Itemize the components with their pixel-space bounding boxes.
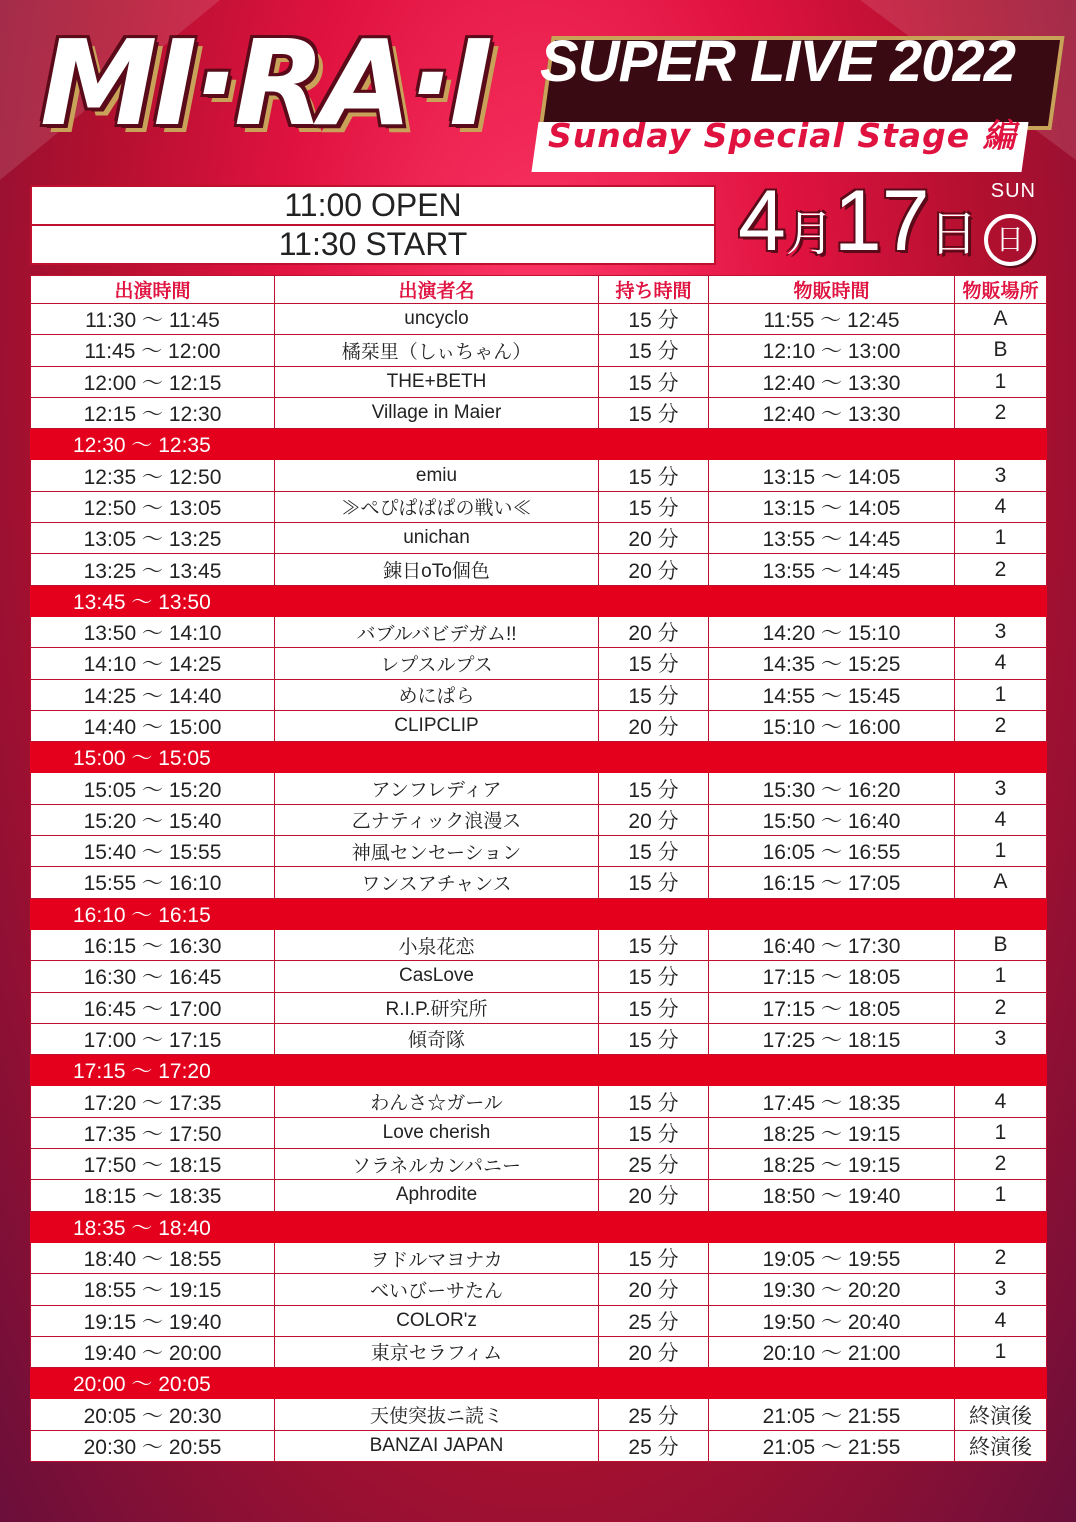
break-row (31, 585, 1047, 616)
performance-time: 11:30 ～ 11:45 (31, 304, 275, 335)
merch-place: 2 (955, 710, 1047, 741)
schedule-row (31, 1336, 1047, 1367)
merch-place: 2 (955, 554, 1047, 585)
schedule-row (31, 1180, 1047, 1211)
duration: 15 分 (599, 304, 709, 335)
performer-name: CLIPCLIP (275, 710, 599, 741)
break-row (31, 1055, 1047, 1086)
performance-time: 16:15 ～ 16:30 (31, 929, 275, 960)
break-time: 17:15 ～ 17:20 (31, 1055, 1047, 1086)
logo-subtitle: SUPER LIVE 2022 (540, 29, 1015, 94)
duration: 25 分 (599, 1305, 709, 1336)
schedule-row (31, 335, 1047, 366)
merch-time: 15:10 ～ 16:00 (709, 710, 955, 741)
performance-time: 19:40 ～ 20:00 (31, 1336, 275, 1367)
break-time: 12:30 ～ 12:35 (31, 429, 1047, 460)
duration: 15 分 (599, 366, 709, 397)
duration: 25 分 (599, 1430, 709, 1461)
break-row (31, 429, 1047, 460)
performer-name: べいびーサたん (275, 1274, 599, 1305)
merch-place: 4 (955, 1305, 1047, 1336)
performance-time: 15:05 ～ 15:20 (31, 773, 275, 804)
schedule-row (31, 1430, 1047, 1461)
performance-time: 17:20 ～ 17:35 (31, 1086, 275, 1117)
schedule-row (31, 773, 1047, 804)
timetable (30, 275, 1047, 1462)
merch-time: 16:15 ～ 17:05 (709, 867, 955, 898)
schedule-row (31, 929, 1047, 960)
date-text (738, 172, 978, 271)
merch-place: 4 (955, 491, 1047, 522)
performance-time: 13:50 ～ 14:10 (31, 616, 275, 647)
header-merch-place: 物販場所 (955, 276, 1047, 304)
merch-place: 1 (955, 679, 1047, 710)
performer-name: Aphrodite (275, 1180, 599, 1211)
weekday-en: SUN (990, 180, 1036, 202)
merch-time: 19:05 ～ 19:55 (709, 1242, 955, 1273)
schedule-row (31, 460, 1047, 491)
performer-name: 錬日oTo個色 (275, 554, 599, 585)
performer-name: 傾奇隊 (275, 1023, 599, 1054)
performance-time: 12:50 ～ 13:05 (31, 491, 275, 522)
duration: 25 分 (599, 1399, 709, 1430)
merch-place: 2 (955, 397, 1047, 428)
merch-place: B (955, 929, 1047, 960)
performance-time: 15:20 ～ 15:40 (31, 804, 275, 835)
merch-place: A (955, 304, 1047, 335)
performance-time: 17:00 ～ 17:15 (31, 1023, 275, 1054)
performer-name: BANZAI JAPAN (275, 1430, 599, 1461)
performer-name: 天使突抜ニ読ミ (275, 1399, 599, 1430)
duration: 25 分 (599, 1149, 709, 1180)
performer-name: 東京セラフィム (275, 1336, 599, 1367)
merch-time: 17:15 ～ 18:05 (709, 992, 955, 1023)
break-row (31, 1211, 1047, 1242)
schedule-row (31, 1023, 1047, 1054)
merch-time: 14:20 ～ 15:10 (709, 616, 955, 647)
logo-edition: Sunday Special Stage 編 (548, 116, 1017, 155)
duration: 15 分 (599, 992, 709, 1023)
duration: 15 分 (599, 1023, 709, 1054)
performer-name: 小泉花恋 (275, 929, 599, 960)
merch-place: 3 (955, 773, 1047, 804)
performer-name: わんさ☆ガール (275, 1086, 599, 1117)
date-month-unit: 月 (785, 208, 834, 261)
performer-name: CasLove (275, 961, 599, 992)
merch-place: 1 (955, 836, 1047, 867)
event-date (738, 172, 1048, 272)
merch-place: 3 (955, 460, 1047, 491)
merch-place: A (955, 867, 1047, 898)
duration: 15 分 (599, 929, 709, 960)
performance-time: 19:15 ～ 19:40 (31, 1305, 275, 1336)
duration: 15 分 (599, 1086, 709, 1117)
performer-name: ≫ぺぴぱぱぱの戦い≪ (275, 491, 599, 522)
performance-time: 12:00 ～ 12:15 (31, 366, 275, 397)
duration: 20 分 (599, 1274, 709, 1305)
performer-name: めにぱら (275, 679, 599, 710)
merch-time: 13:55 ～ 14:45 (709, 554, 955, 585)
performer-name: Village in Maier (275, 397, 599, 428)
merch-time: 12:40 ～ 13:30 (709, 366, 955, 397)
duration: 15 分 (599, 773, 709, 804)
performer-name: 乙ナティック浪漫ス (275, 804, 599, 835)
duration: 15 分 (599, 460, 709, 491)
duration: 20 分 (599, 1336, 709, 1367)
performance-time: 17:35 ～ 17:50 (31, 1117, 275, 1148)
schedule-row (31, 992, 1047, 1023)
schedule-row (31, 1086, 1047, 1117)
merch-time: 18:50 ～ 19:40 (709, 1180, 955, 1211)
schedule-row (31, 804, 1047, 835)
performer-name: COLOR'z (275, 1305, 599, 1336)
schedule-row (31, 961, 1047, 992)
break-time: 13:45 ～ 13:50 (31, 585, 1047, 616)
merch-place: 4 (955, 804, 1047, 835)
merch-time: 17:25 ～ 18:15 (709, 1023, 955, 1054)
performance-time: 12:35 ～ 12:50 (31, 460, 275, 491)
duration: 15 分 (599, 335, 709, 366)
duration: 20 分 (599, 523, 709, 554)
schedule-row (31, 491, 1047, 522)
weekday-jp-badge: 日 (984, 214, 1036, 266)
merch-time: 17:15 ～ 18:05 (709, 961, 955, 992)
performer-name: uncyclo (275, 304, 599, 335)
schedule-row (31, 1117, 1047, 1148)
merch-time: 13:15 ～ 14:05 (709, 460, 955, 491)
merch-place: 終演後 (955, 1399, 1047, 1430)
open-time: 11:00 OPEN (284, 187, 462, 223)
schedule-row (31, 304, 1047, 335)
merch-place: 4 (955, 1086, 1047, 1117)
date-day: 17 (833, 173, 930, 269)
logo-title: MI·RA·I (40, 14, 490, 152)
merch-time: 18:25 ～ 19:15 (709, 1149, 955, 1180)
merch-time: 19:30 ～ 20:20 (709, 1274, 955, 1305)
merch-time: 11:55 ～ 12:45 (709, 304, 955, 335)
break-time: 15:00 ～ 15:05 (31, 742, 1047, 773)
merch-time: 20:10 ～ 21:00 (709, 1336, 955, 1367)
merch-place: 3 (955, 616, 1047, 647)
date-day-unit: 日 (929, 208, 978, 261)
merch-place: 1 (955, 1117, 1047, 1148)
schedule-row (31, 679, 1047, 710)
date-month: 4 (738, 173, 786, 269)
merch-time: 19:50 ～ 20:40 (709, 1305, 955, 1336)
duration: 20 分 (599, 554, 709, 585)
merch-place: B (955, 335, 1047, 366)
merch-time: 17:45 ～ 18:35 (709, 1086, 955, 1117)
performer-name: アンフレディア (275, 773, 599, 804)
performer-name: 橘栞里（しぃちゃん） (275, 335, 599, 366)
merch-place: 3 (955, 1023, 1047, 1054)
performer-name: ソラネルカンパニー (275, 1149, 599, 1180)
performer-name: ヲドルマヨナカ (275, 1242, 599, 1273)
performance-time: 17:50 ～ 18:15 (31, 1149, 275, 1180)
merch-time: 18:25 ～ 19:15 (709, 1117, 955, 1148)
door-times (30, 185, 716, 265)
schedule-row (31, 366, 1047, 397)
timetable-body (31, 304, 1047, 1462)
schedule-row (31, 836, 1047, 867)
performer-name: 神風センセーション (275, 836, 599, 867)
schedule-row (31, 1274, 1047, 1305)
schedule-row (31, 1242, 1047, 1273)
break-time: 20:00 ～ 20:05 (31, 1368, 1047, 1399)
performance-time: 18:40 ～ 18:55 (31, 1242, 275, 1273)
merch-time: 14:55 ～ 15:45 (709, 679, 955, 710)
break-row (31, 1368, 1047, 1399)
merch-time: 16:05 ～ 16:55 (709, 836, 955, 867)
duration: 15 分 (599, 1242, 709, 1273)
break-row (31, 742, 1047, 773)
performance-time: 16:45 ～ 17:00 (31, 992, 275, 1023)
merch-time: 13:55 ～ 14:45 (709, 523, 955, 554)
duration: 15 分 (599, 679, 709, 710)
break-row (31, 898, 1047, 929)
schedule-row (31, 523, 1047, 554)
merch-time: 13:15 ～ 14:05 (709, 491, 955, 522)
performer-name: emiu (275, 460, 599, 491)
performance-time: 16:30 ～ 16:45 (31, 961, 275, 992)
performance-time: 13:25 ～ 13:45 (31, 554, 275, 585)
merch-place: 1 (955, 366, 1047, 397)
break-time: 18:35 ～ 18:40 (31, 1211, 1047, 1242)
schedule-row (31, 554, 1047, 585)
merch-place: 1 (955, 523, 1047, 554)
performance-time: 14:40 ～ 15:00 (31, 710, 275, 741)
schedule-row (31, 648, 1047, 679)
start-time: 11:30 START (32, 224, 714, 263)
merch-place: 2 (955, 1149, 1047, 1180)
performance-time: 11:45 ～ 12:00 (31, 335, 275, 366)
duration: 20 分 (599, 804, 709, 835)
merch-time: 15:50 ～ 16:40 (709, 804, 955, 835)
schedule-row (31, 616, 1047, 647)
performance-time: 12:15 ～ 12:30 (31, 397, 275, 428)
merch-place: 1 (955, 961, 1047, 992)
merch-time: 21:05 ～ 21:55 (709, 1399, 955, 1430)
performance-time: 15:55 ～ 16:10 (31, 867, 275, 898)
duration: 15 分 (599, 648, 709, 679)
header-merch-time: 物販時間 (709, 276, 955, 304)
merch-time: 15:30 ～ 16:20 (709, 773, 955, 804)
performer-name: バブルバビデガム!! (275, 616, 599, 647)
merch-time: 21:05 ～ 21:55 (709, 1430, 955, 1461)
timetable-header-row (31, 276, 1047, 304)
duration: 15 分 (599, 867, 709, 898)
schedule-row (31, 867, 1047, 898)
performer-name: unichan (275, 523, 599, 554)
merch-place: 4 (955, 648, 1047, 679)
duration: 15 分 (599, 1117, 709, 1148)
duration: 15 分 (599, 836, 709, 867)
merch-place: 3 (955, 1274, 1047, 1305)
performance-time: 14:25 ～ 14:40 (31, 679, 275, 710)
merch-place: 1 (955, 1336, 1047, 1367)
duration: 15 分 (599, 491, 709, 522)
schedule-row (31, 1149, 1047, 1180)
schedule-row (31, 710, 1047, 741)
performer-name: R.I.P.研究所 (275, 992, 599, 1023)
schedule-row (31, 1399, 1047, 1430)
performance-time: 14:10 ～ 14:25 (31, 648, 275, 679)
break-time: 16:10 ～ 16:15 (31, 898, 1047, 929)
merch-place: 終演後 (955, 1430, 1047, 1461)
merch-place: 2 (955, 992, 1047, 1023)
header-performer: 出演者名 (275, 276, 599, 304)
performance-time: 18:15 ～ 18:35 (31, 1180, 275, 1211)
schedule-row (31, 1305, 1047, 1336)
performance-time: 13:05 ～ 13:25 (31, 523, 275, 554)
performance-time: 18:55 ～ 19:15 (31, 1274, 275, 1305)
schedule-row (31, 397, 1047, 428)
duration: 20 分 (599, 710, 709, 741)
merch-time: 12:40 ～ 13:30 (709, 397, 955, 428)
header-performance-time: 出演時間 (31, 276, 275, 304)
performance-time: 20:05 ～ 20:30 (31, 1399, 275, 1430)
header-duration: 持ち時間 (599, 276, 709, 304)
performer-name: Love cherish (275, 1117, 599, 1148)
duration: 20 分 (599, 616, 709, 647)
duration: 15 分 (599, 961, 709, 992)
performance-time: 20:30 ～ 20:55 (31, 1430, 275, 1461)
merch-place: 2 (955, 1242, 1047, 1273)
merch-time: 14:35 ～ 15:25 (709, 648, 955, 679)
merch-place: 1 (955, 1180, 1047, 1211)
merch-time: 16:40 ～ 17:30 (709, 929, 955, 960)
performer-name: レプスルプス (275, 648, 599, 679)
duration: 15 分 (599, 397, 709, 428)
merch-time: 12:10 ～ 13:00 (709, 335, 955, 366)
duration: 20 分 (599, 1180, 709, 1211)
performer-name: THE+BETH (275, 366, 599, 397)
performance-time: 15:40 ～ 15:55 (31, 836, 275, 867)
performer-name: ワンスアチャンス (275, 867, 599, 898)
